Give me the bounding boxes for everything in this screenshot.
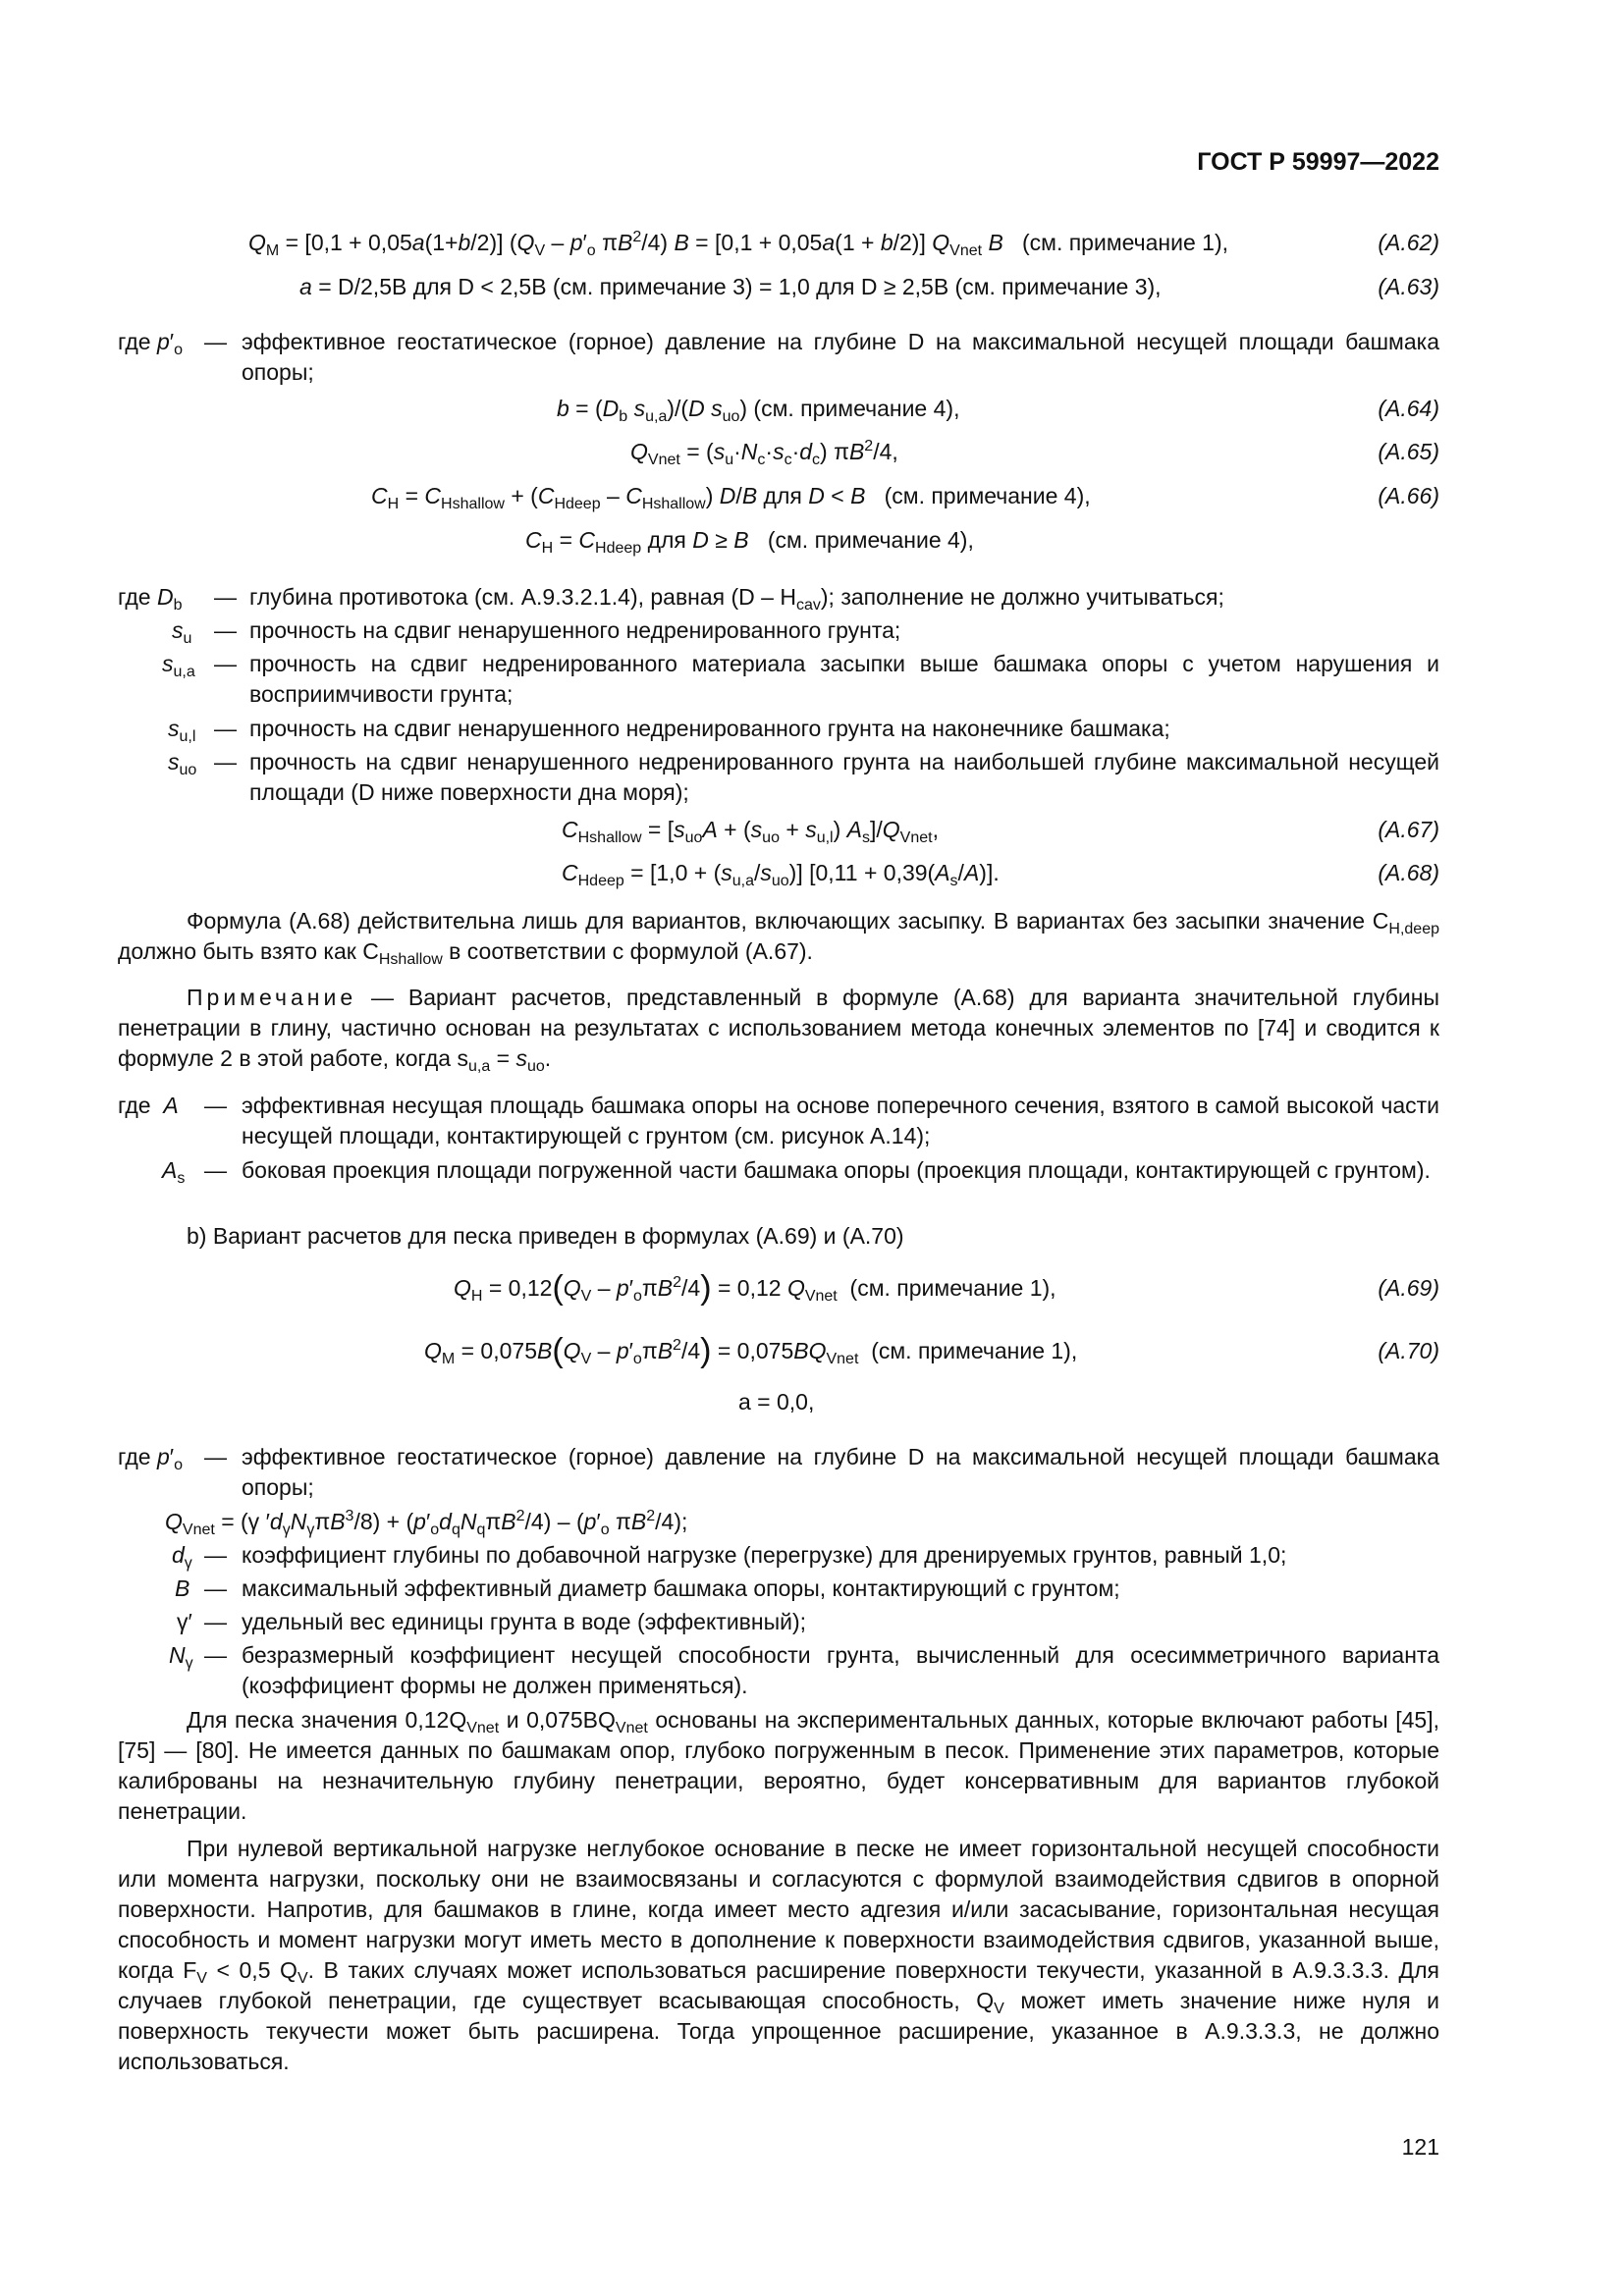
definition-As <box>118 1155 1439 1218</box>
note-a62: (см. примечание 1), <box>1021 230 1229 255</box>
equation-a66 <box>118 481 1439 512</box>
equation-a68 <box>118 858 1439 889</box>
def-dash: — <box>204 1157 227 1183</box>
formula-a70: $Q_M = 0,075B(Q_V - p'_o\pi B^2/4) = 0,075BQ_{Vnet}$ (см. примечание 1), <box>424 1332 1078 1369</box>
def-text-ng: безразмерный коэффициент несущей способности грунта, вычисленный для осесимметричного варианта (коэффициент формы не должен применяться). <box>242 1642 1439 1698</box>
definition-suo <box>118 747 1439 810</box>
definition-p0 <box>118 327 1439 390</box>
equation-a66b <box>118 525 1439 557</box>
paragraph-final: При нулевой вертикальной нагрузке неглубокое основание в песке не имеет горизонтальной несущей способности или момента нагрузки, поскольку они не взаимосвязаны и согласуются с формулой взаимодействия сдвигов в опорной поверхности. Напротив, для башмаков в глине, когда имеет место адгезия и/или засасывание, горизонтальная несущая способность и момент нагрузки могут иметь место в дополнение к поверхности взаимодействия сдвигов, указанной выше, когда $F_V < 0,5$ $Q_V$. В таких случаях может использоваться расширение поверхности текучести, указанной в A.9.3.3.3. Для случаев глубокой пенетрации, где существует всасывающая способность, $Q_V$ может иметь значение ниже нуля и поверхность текучести может быть расширена. Тогда упрощенное расширение, указанное в A.9.3.3.3, не должно использоваться. <box>118 1836 1439 2074</box>
eq-number-a62: (A.62) <box>1378 230 1439 255</box>
def-text-p0-2: эффективное геостатическое (горное) давление на глубине D на максимальной несущей площади башмака опоры; <box>242 1444 1439 1500</box>
def-text-db: глубина противотока (см. A.9.3.2.1.4), равная $(D - H_{cav})$; заполнение не должно учитываться; <box>249 584 1224 614</box>
equation-a62 <box>118 228 1439 259</box>
def-dash: — <box>214 716 237 741</box>
def-label-sul: $s_{u,l}$ <box>168 716 196 745</box>
a-zero: a = 0,0, <box>738 1389 815 1415</box>
def-label-gamma: γ′ <box>177 1609 192 1634</box>
eq-number-a65: (A.65) <box>1378 439 1439 464</box>
def-text-suo: прочность на сдвиг ненарушенного недренированного грунта на наибольшей глубине максимальной несущей площади (D ниже поверхности дна моря); <box>249 749 1439 805</box>
def-text-dg: коэффициент глубины по добавочной нагрузке (перегрузке) для дренируемых грунтов, равный 1,0; <box>242 1542 1287 1568</box>
def-dash: — <box>214 584 237 610</box>
eq-number-a64: (A.64) <box>1378 396 1439 421</box>
def-label-ng: $N_\gamma$ <box>169 1642 193 1672</box>
def-label-p0-2: где $p'_o$ <box>118 1444 183 1473</box>
definition-sua <box>118 649 1439 712</box>
standard-header: ГОСТ Р 59997—2022 <box>1197 148 1439 176</box>
def-dash: — <box>204 1542 227 1568</box>
eq-number-a68: (A.68) <box>1378 860 1439 885</box>
def-label-As: $A_s$ <box>162 1157 186 1187</box>
def-dash: — <box>214 617 237 643</box>
definition-dg <box>118 1540 1439 1572</box>
def-text-A: эффективная несущая площадь башмака опоры на основе поперечного сечения, взятого в самой высокой части несущей площади, контактирующей с грунтом (см. рисунок A.14); <box>242 1093 1439 1148</box>
note-paragraph: Примечание — Вариант расчетов, представленный в формуле (A.68) для варианта значительной глубины пенетрации в глину, частично основан на результатах с использованием метода конечных элементов по [74] и сводится к формуле 2 в этой работе, когда $s_{u,a} = s_{uo}$. <box>118 985 1439 1075</box>
def-label-A: где A <box>118 1093 179 1118</box>
paragraph-sand: Для песка значения $0,12Q_{Vnet}$ и $0,075BQ_{Vnet}$ основаны на экспериментальных данных, которые включают работы [45], [75] — [80]. Не имеется данных по башмакам опор, глубоко погруженным в песок. Применение этих параметров, которые калиброваны на незначительную глубину пенетрации, вероятно, будет консервативным для вариантов глубокой пенетрации. <box>118 1707 1439 1824</box>
def-text-sul: прочность на сдвиг ненарушенного недренированного грунта на наконечнике башмака; <box>249 716 1170 741</box>
definition-ng <box>118 1640 1439 1703</box>
def-text-sua: прочность на сдвиг недренированного материала засыпки выше башмака опоры с учетом нарушения и восприимчивости грунта; <box>249 651 1439 707</box>
definition-db <box>118 582 1439 614</box>
def-dash: — <box>204 329 227 354</box>
def-text-B: максимальный эффективный диаметр башмака опоры, контактирующий с грунтом; <box>242 1575 1120 1601</box>
formula-a62: $Q_M = [0,1 + 0,05a(1+b/2)]$ ($Q_V - p'_o$ $\pi B^2/4$) B = [0,1 + 0,05a(1 + b/2)] $Q_{Vnet}$ B (см. примечание 1), <box>248 229 1229 259</box>
paragraph-a68: Формула (A.68) действительна лишь для вариантов, включающих засыпку. В вариантах без засыпки значение $C_{H,deep}$ должно быть взято как $C_{Hshallow}$ в соответствии с формулой (A.67). <box>118 908 1439 968</box>
def-dash: — <box>204 1093 227 1118</box>
def-label-B: B <box>175 1575 190 1601</box>
equation-a67 <box>118 815 1439 846</box>
definition-p0-2 <box>118 1442 1439 1505</box>
def-text-p0: эффективное геостатическое (горное) давление на глубине D на максимальной несущей площади башмака опоры; <box>242 329 1439 385</box>
def-dash: — <box>204 1642 227 1668</box>
eq-number-a67: (A.67) <box>1378 817 1439 842</box>
def-dash: — <box>204 1609 227 1634</box>
equation-a69 <box>118 1269 1439 1307</box>
eq-number-a66: (A.66) <box>1378 483 1439 508</box>
def-label-p0: где $p'_o$ <box>118 329 183 358</box>
def-label-sua: $s_{u,a}$ <box>162 651 195 680</box>
equation-a64 <box>118 394 1439 425</box>
def-label-dg: $d_\gamma$ <box>172 1542 192 1572</box>
eq-number-a63: (A.63) <box>1378 274 1439 299</box>
def-label-db: где $D_b$ <box>118 584 183 614</box>
formula-a66b: $C_H = C_{Hdeep}$ для D ≥ B (см. примечание 4), <box>525 527 974 557</box>
formula-a67: $C_{Hshallow} = [s_{uo}A + (s_{uo} + s_{u,l})$ $A_s]/Q_{Vnet}$, <box>562 817 939 846</box>
formula-a64: $b = (D_b$ $s_{u,a})/(D$ $s_{uo}$) (см. примечание 4), <box>557 396 960 425</box>
definition-A <box>118 1091 1439 1153</box>
definition-B <box>118 1574 1439 1605</box>
page-number: 121 <box>1401 2134 1439 2160</box>
def-dash: — <box>214 651 237 676</box>
definition-gamma <box>118 1607 1439 1638</box>
def-dash: — <box>214 749 237 774</box>
formula-a66: $C_H = C_{Hshallow} + (C_{Hdeep} - C_{Hshallow})$ D/B для D < B (см. примечание 4), <box>371 483 1091 512</box>
eq-number-a70: (A.70) <box>1378 1338 1439 1363</box>
formula-a69: $Q_H = 0,12(Q_V - p'_o\pi B^2/4) = 0,12$ $Q_{Vnet}$ (см. примечание 1), <box>454 1269 1056 1307</box>
eq-number-a69: (A.69) <box>1378 1275 1439 1301</box>
variant-b-heading: b) Вариант расчетов для песка приведен в формулах (A.69) и (A.70) <box>187 1223 904 1249</box>
definition-sul <box>118 714 1439 745</box>
note-label: Примечание <box>187 985 357 1010</box>
text-a63: = D/2,5B для D < 2,5B (см. примечание 3) = 1,0 для D ≥ 2,5B (см. примечание 3), <box>318 274 1162 299</box>
def-label-suo: $s_{uo}$ <box>168 749 197 778</box>
formula-a65: $Q_{Vnet} = (s_u\cdot N_c\cdot s_c\cdot d_c)$ $\pi B^2/4$, <box>630 438 898 468</box>
def-text-su: прочность на сдвиг ненарушенного недренированного грунта; <box>249 617 901 643</box>
formula-qvnet: $Q_{Vnet} = (\gamma$ $'d_\gamma N_\gamma\pi B^3/8) + (p'_od_qN_q\pi B^2/4) - (p'_o$ $\pi B^2/4$); <box>165 1508 688 1538</box>
formula-a63: a = D/2,5B для D < 2,5B (см. примечание 3) = 1,0 для D ≥ 2,5B (см. примечание 3), <box>299 274 1162 299</box>
def-text-gamma: удельный вес единицы грунта в воде (эффективный); <box>242 1609 807 1634</box>
equation-a63 <box>118 272 1439 303</box>
def-dash: — <box>204 1444 227 1469</box>
def-text-As: боковая проекция площади погруженной части башмака опоры (проекция площади, контактирующей с грунтом). <box>242 1157 1431 1183</box>
definition-su <box>118 615 1439 647</box>
def-label-su: $s_u$ <box>172 617 192 647</box>
equation-a65 <box>118 437 1439 468</box>
formula-a68: $C_{Hdeep} = [1,0 + (s_{u,a}/s_{uo})] [0,11 + 0,39(A_s/A)]$. <box>562 860 1000 889</box>
def-dash: — <box>204 1575 227 1601</box>
equation-a70 <box>118 1332 1439 1369</box>
